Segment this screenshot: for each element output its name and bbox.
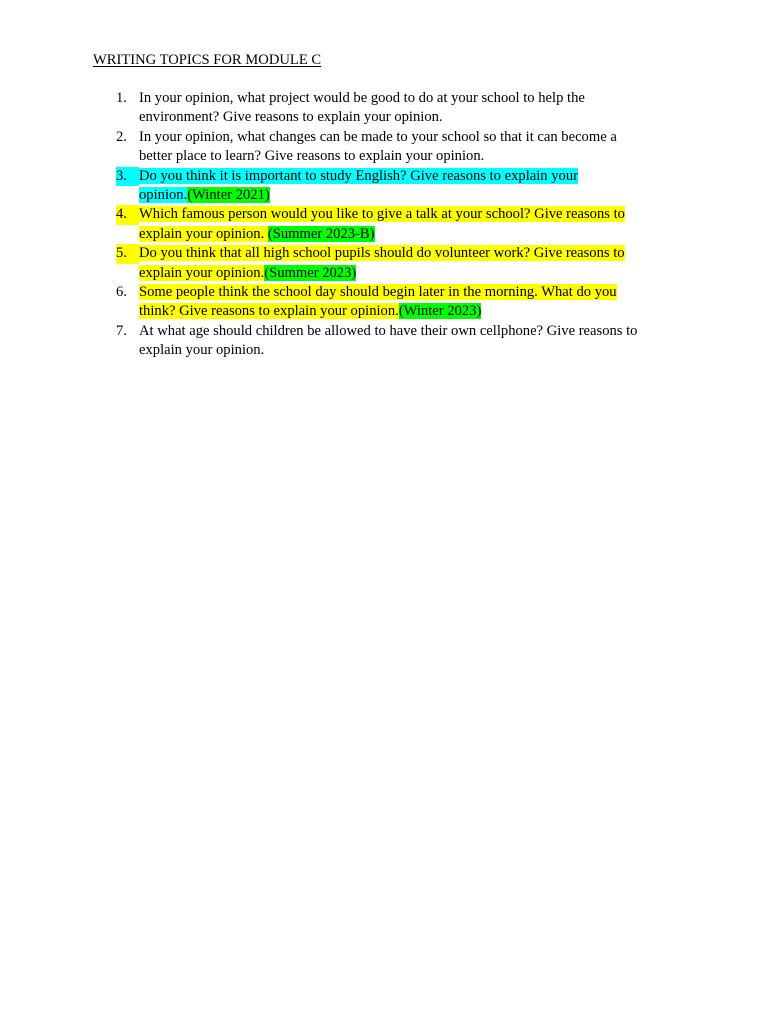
topic-text-line-1 bbox=[139, 244, 625, 263]
topic-number: 2. bbox=[116, 128, 127, 145]
topic-number: 1. bbox=[116, 90, 127, 106]
topic-text-line-2 bbox=[139, 225, 375, 244]
topic-text-line-1: In your opinion, what project would be good to do at your school to help the bbox=[139, 90, 585, 106]
topic-number: 5. bbox=[116, 244, 139, 263]
topic-text-line-2 bbox=[139, 186, 270, 205]
exam-session-tag: (Summer 2023-B) bbox=[267, 225, 375, 242]
topic-text-line-1: At what age should children be allowed to have their own cellphone? Give reasons to bbox=[139, 322, 638, 339]
highlighted-text: explain your opinion. bbox=[139, 225, 268, 242]
topic-number: 3. bbox=[116, 167, 139, 186]
topic-text-line-2 bbox=[139, 264, 356, 283]
highlighted-text: Which famous person would you like to give a talk at your school? Give reasons to bbox=[139, 206, 625, 223]
document-title: WRITING TOPICS FOR MODULE C bbox=[93, 52, 322, 68]
topic-item-6 bbox=[0, 283, 768, 322]
highlighted-text: Do you think it is important to study English? Give reasons to explain your bbox=[139, 167, 578, 184]
exam-session-tag: (Winter 2023) bbox=[398, 303, 482, 320]
topic-text-line-2: explain your opinion. bbox=[139, 342, 265, 359]
exam-session-tag: (Winter 2021) bbox=[187, 186, 270, 203]
exam-session-tag: (Summer 2023) bbox=[264, 264, 357, 281]
topic-item-5 bbox=[0, 244, 768, 283]
topic-text-line-2 bbox=[139, 302, 481, 321]
topic-text-line-2: better place to learn? Give reasons to explain your opinion. bbox=[139, 148, 485, 165]
topic-list bbox=[0, 89, 768, 361]
topic-item-2 bbox=[0, 128, 768, 167]
topic-item-3 bbox=[0, 167, 768, 206]
highlighted-text: think? Give reasons to explain your opinion. bbox=[139, 303, 399, 320]
highlighted-text: explain your opinion. bbox=[139, 264, 265, 281]
topic-number: 4. bbox=[116, 205, 139, 224]
topic-number: 7. bbox=[116, 322, 127, 339]
highlighted-text: Do you think that all high school pupils should do volunteer work? Give reasons to bbox=[139, 245, 625, 262]
highlighted-text: Some people think the school day should begin later in the morning. What do you bbox=[139, 283, 617, 300]
topic-text-line-2: environment? Give reasons to explain your opinion. bbox=[139, 109, 443, 126]
topic-text-line-1 bbox=[139, 167, 578, 186]
topic-text-line-1: In your opinion, what changes can be made to your school so that it can become a bbox=[139, 128, 617, 145]
topic-item-4 bbox=[0, 205, 768, 244]
topic-item-1 bbox=[0, 89, 768, 128]
topic-number: 6. bbox=[116, 283, 127, 300]
topic-text-line-1 bbox=[139, 205, 625, 224]
highlighted-text: opinion. bbox=[139, 186, 188, 203]
topic-text-line-1 bbox=[139, 283, 617, 302]
topic-item-7 bbox=[0, 322, 768, 361]
